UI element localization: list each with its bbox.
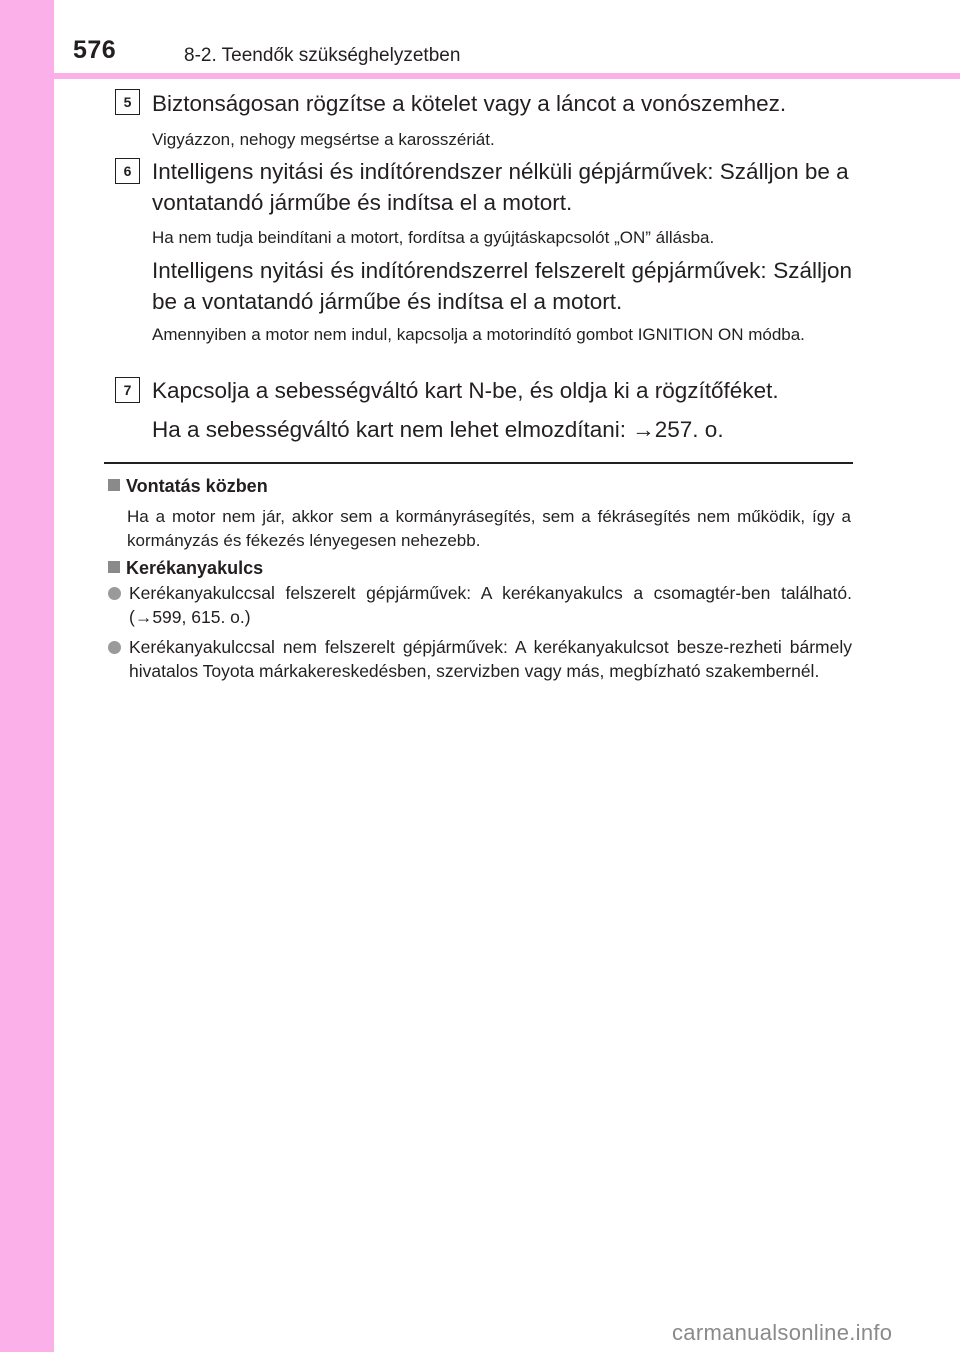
- step-6-alt-text: Intelligens nyitási és indítórendszerrel felszerelt gépjárművek: Szálljon be a vontatandó járműbe és indítsa el a motort.: [152, 258, 852, 314]
- step-badge-6: 6: [115, 158, 140, 184]
- page-number: 576: [73, 36, 117, 64]
- heading-wheel-wrench-label: Kerékanyakulcs: [126, 558, 264, 578]
- step-7-note-suffix: 257. o.: [654, 417, 724, 442]
- step-5-note: Vigyázzon, nehogy megsértse a karosszériát.: [152, 130, 495, 149]
- step-5-text: Biztonságosan rögzítse a kötelet vagy a láncot a vonószemhez.: [152, 91, 787, 116]
- step-badge-7: 7: [115, 377, 140, 403]
- step-7-note-prefix: Ha a sebességváltó kart nem lehet elmozdítani:: [152, 417, 633, 442]
- circle-bullet-icon: [108, 641, 121, 654]
- arrow-icon: →: [134, 607, 153, 627]
- watermark: carmanualsonline.info: [672, 1320, 893, 1345]
- heading-towing: [108, 474, 268, 498]
- step-7-note: [152, 414, 852, 445]
- square-bullet-icon: [108, 561, 120, 573]
- square-bullet-icon: [108, 479, 120, 491]
- step-6-note: Ha nem tudja beindítani a motort, fordítsa a gyújtáskapcsolót „ON” állásba.: [152, 228, 715, 247]
- wrench-bullet-1-suffix: 599, 615. o.): [152, 607, 251, 627]
- header-rule: [54, 73, 960, 79]
- step-badge-5: 5: [115, 89, 140, 115]
- wrench-bullet-1: [129, 581, 852, 629]
- wrench-bullet-2: Kerékanyakulccsal nem felszerelt gépjárművek: A kerékanyakulcsot besze-rezheti bármely hivatalos Toyota márkakereskedésben, szervizben vagy más, megbízható szakembernél.: [129, 637, 852, 681]
- towing-body: Ha a motor nem jár, akkor sem a kormányrásegítés, sem a fékrásegítés nem működik, így a kormányzás és fékezés lényegesen nehezebb.: [127, 507, 851, 550]
- step-6-alt-note: Amennyiben a motor nem indul, kapcsolja a motorindító gombot IGNITION ON módba.: [152, 325, 805, 344]
- section-divider: [104, 462, 853, 464]
- circle-bullet-icon: [108, 587, 121, 600]
- heading-wheel-wrench: [108, 556, 263, 580]
- step-7-text: Kapcsolja a sebességváltó kart N-be, és oldja ki a rögzítőféket.: [152, 378, 779, 403]
- page-side-tab: [0, 0, 54, 1352]
- step-6-text: Intelligens nyitási és indítórendszer nélküli gépjárművek: Szálljon be a vontatandó járműbe és indítsa el a motort.: [152, 159, 849, 215]
- arrow-icon: →: [632, 417, 655, 442]
- heading-towing-label: Vontatás közben: [126, 476, 268, 496]
- wrench-bullet-1-prefix: Kerékanyakulccsal felszerelt gépjárművek: A kerékanyakulcs a csomagtér-ben található. (: [129, 583, 852, 627]
- section-title: 8-2. Teendők szükséghelyzetben: [184, 45, 461, 66]
